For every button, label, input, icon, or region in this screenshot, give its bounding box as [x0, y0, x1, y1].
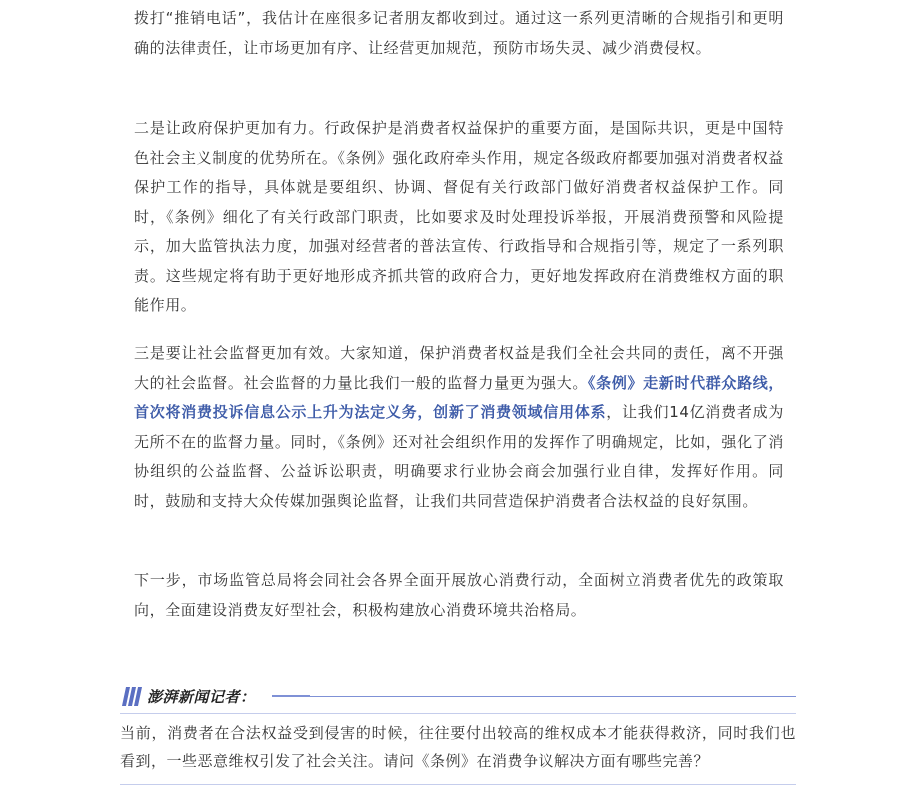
reporter-header [120, 686, 796, 708]
paragraph-government-protection: 二是让政府保护更加有力。行政保护是消费者权益保护的重要方面，是国际共识，更是中国特色社会主义制度的优势所在。《条例》强化政府牵头作用，规定各级政府都要加强对消费者权益保护工作的指导，具体就是要组织、协调、督促有关行政部门做好消费者权益保护工作。同时，《条例》细化了有关行政部门职责，比如要求及时处理投诉举报，开展消费预警和风险提示，加大监管执法力度，加强对经营者的普法宣传、行政指导和合规指引等，规定了一系列职责。这些规定将有助于更好地形成齐抓共管的政府合力，更好地发挥政府在消费维权方面的职能作用。 [134, 119, 784, 314]
highlighted-statement: 《条例》走新时代群众路线，首次将消费投诉信息公示上升为法定义务，创新了消费领域信用体系 [134, 373, 785, 421]
reporter-label: 澎湃新闻记者： [147, 688, 256, 706]
triple-slash-bars-icon [123, 687, 143, 706]
header-divider [272, 696, 796, 697]
paragraph-social-supervision-rest: ，让我们14亿消费者成为无所不在的监督力量。同时，《条例》还对社会组织作用的发挥作了明确规定，比如，强化了消协组织的公益监督、公益诉讼职责，明确要求行业协会商会加强行业自律，发挥好作用。同时，鼓励和支持大众传媒加强舆论监督，让我们共同营造保护消费者合法权益的良好氛围。 [134, 403, 784, 510]
paragraph-compliance: 拨打“推销电话”，我估计在座很多记者朋友都收到过。通过这一系列更清晰的合规指引和更明确的法律责任，让市场更加有序、让经营更加规范，预防市场失灵、减少消费侵权。 [134, 9, 784, 57]
paragraph-social-supervision-intro: 三是要让社会监督更加有效。大家知道，保护消费者权益是我们全社会共同的责任，离不开强大的社会监督。社会监督的力量比我们一般的监督力量更为强大。 [134, 344, 784, 392]
paragraph-next-steps: 下一步，市场监管总局将会同社会各界全面开展放心消费行动，全面树立消费者优先的政策取向，全面建设消费友好型社会，积极构建放心消费环境共治格局。 [134, 571, 784, 619]
reporter-question: 当前，消费者在合法权益受到侵害的时候，往往要付出较高的维权成本才能获得救济，同时我们也看到，一些恶意维权引发了社会关注。请问《条例》在消费争议解决方面有哪些完善？ [120, 724, 796, 770]
paragraph-social-supervision [134, 339, 784, 516]
header-divider-accent [272, 695, 310, 697]
question-bottom-rule [120, 784, 796, 785]
header-rule [120, 713, 796, 714]
